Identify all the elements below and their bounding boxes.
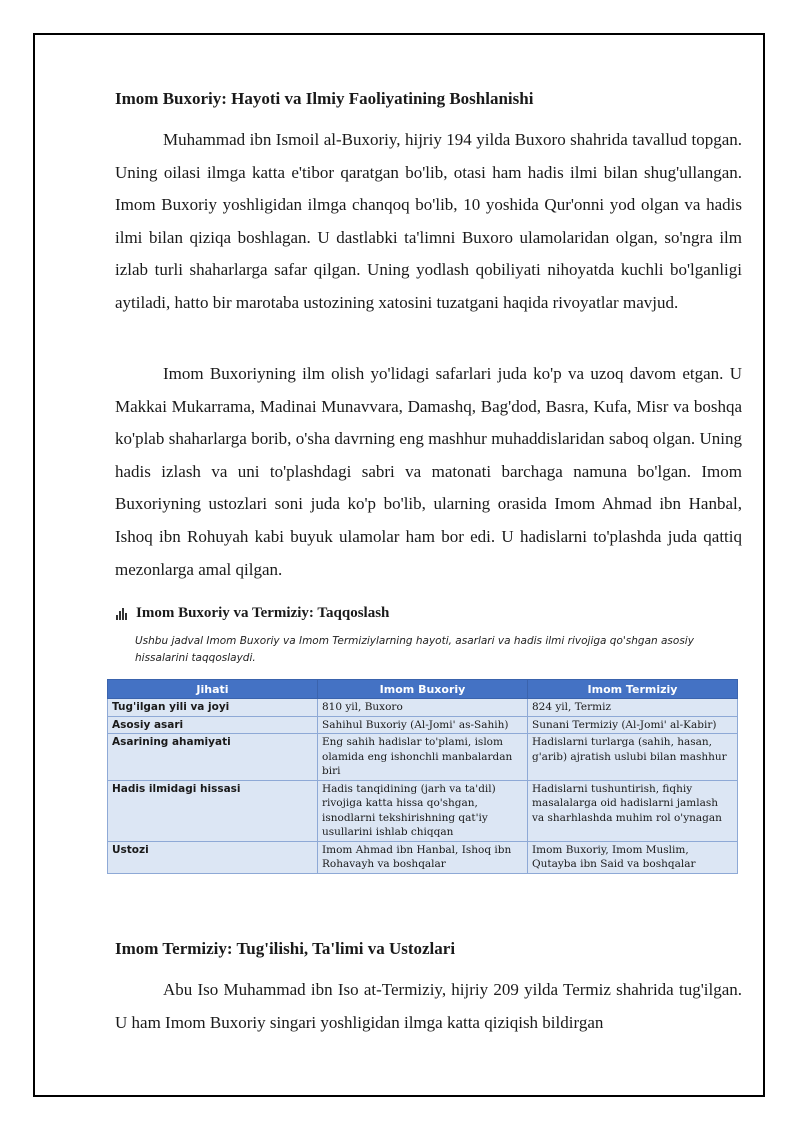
table-cell: Sunani Termiziy (Al-Jomi' al-Kabir) bbox=[528, 716, 738, 734]
table-cell: 810 yil, Buxoro bbox=[318, 699, 528, 717]
table-cell: 824 yil, Termiz bbox=[528, 699, 738, 717]
table-cell: Hadislarni tushuntirish, fiqhiy masalalarga oid hadislarni jamlash va sharhlashda muhim rol o'ynagan bbox=[528, 780, 738, 841]
table-cell: Hadis ilmidagi hissasi bbox=[108, 780, 318, 841]
column-header: Jihati bbox=[108, 680, 318, 699]
table-cell: Eng sahih hadislar to'plami, islom olamida eng ishonchli manbalardan biri bbox=[318, 734, 528, 781]
table-cell: Asosiy asari bbox=[108, 716, 318, 734]
bar-chart-icon bbox=[116, 608, 128, 620]
table-row bbox=[108, 780, 738, 841]
table-row bbox=[108, 716, 738, 734]
section-heading-buxoriy: Imom Buxoriy: Hayoti va Ilmiy Faoliyatining Boshlanishi bbox=[115, 89, 534, 108]
paragraph-termiziy-1: Abu Iso Muhammad ibn Iso at-Termiziy, hijriy 209 yilda Termiz shahrida tug'ilgan. U ham Imom Buxoriy singari yoshligidan ilmga katta qiziqish bildirgan bbox=[115, 980, 742, 1032]
table-row bbox=[108, 699, 738, 717]
table-cell: Asarining ahamiyati bbox=[108, 734, 318, 781]
table-header-row bbox=[108, 680, 738, 699]
table-cell: Imom Buxoriy, Imom Muslim, Qutayba ibn Said va boshqalar bbox=[528, 841, 738, 873]
column-header: Imom Buxoriy bbox=[318, 680, 528, 699]
column-header: Imom Termiziy bbox=[528, 680, 738, 699]
table-caption: Ushbu jadval Imom Buxoriy va Imom Termiziylarning hayoti, asarlari va hadis ilmi rivojiga qo'shgan asosiy hissalarini taqqoslaydi. bbox=[135, 635, 694, 664]
table-cell: Hadis tanqidining (jarh va ta'dil) rivojiga katta hissa qo'shgan, isnodlarni tekshirishning qat'iy usullarini ishlab chiqqan bbox=[318, 780, 528, 841]
table-title-text: Imom Buxoriy va Termiziy: Taqqoslash bbox=[136, 605, 390, 621]
table-row bbox=[108, 841, 738, 873]
section-heading-termiziy: Imom Termiziy: Tug'ilishi, Ta'limi va Ustozlari bbox=[115, 939, 456, 958]
table-cell: Tug'ilgan yili va joyi bbox=[108, 699, 318, 717]
table-cell: Hadislarni turlarga (sahih, hasan, g'arib) ajratish uslubi bilan mashhur bbox=[528, 734, 738, 781]
comparison-table bbox=[107, 679, 738, 874]
table-cell: Imom Ahmad ibn Hanbal, Ishoq ibn Rohavayh va boshqalar bbox=[318, 841, 528, 873]
table-row bbox=[108, 734, 738, 781]
table-cell: Ustozi bbox=[108, 841, 318, 873]
paragraph-buxoriy-2: Imom Buxoriyning ilm olish yo'lidagi safarlari juda ko'p va uzoq davom etgan. U Makkai Mukarrama, Madinai Munavvara, Damashq, Bag'dod, Basra, Kufa, Misr va boshqa ko'plab shaharlarga borib, o'sha davrning eng mashhur muhaddislaridan saboq olgan. Uning hadis izlash va uni to'plashdagi sabri va matonati barchaga namuna bo'lgan. Imom Buxoriyning ustozlari soni juda ko'p bo'lib, ularning orasida Imom Ahmad ibn Hanbal, Ishoq ibn Rohuyah kabi buyuk ulamolar ham bor edi. U hadislarni to'plashda juda qattiq mezonlarga amal qilgan. bbox=[115, 364, 742, 579]
table-title bbox=[116, 605, 743, 622]
paragraph-buxoriy-1: Muhammad ibn Ismoil al-Buxoriy, hijriy 194 yilda Buxoro shahrida tavallud topgan. Uning oilasi ilmga katta e'tibor qaratgan bo'lib, otasi ham hadis ilmi bilan shug'ullangan. Imom Buxoriy yoshligidan ilmga chanqoq bo'lib, 10 yoshida Qur'onni yod olgan va hadis ilmi bilan qiziqa boshlagan. U dastlabki ta'limni Buxoro ulamolaridan olgan, so'ngra ilm izlab turli shaharlarga safar qilgan. Uning yodlash qobiliyati nihoyatda kuchli bo'lganligi aytiladi, hatto bir marotaba ustozining xatosini tuzatgani haqida rivoyatlar mavjud. bbox=[115, 130, 742, 312]
table-cell: Sahihul Buxoriy (Al-Jomi' as-Sahih) bbox=[318, 716, 528, 734]
